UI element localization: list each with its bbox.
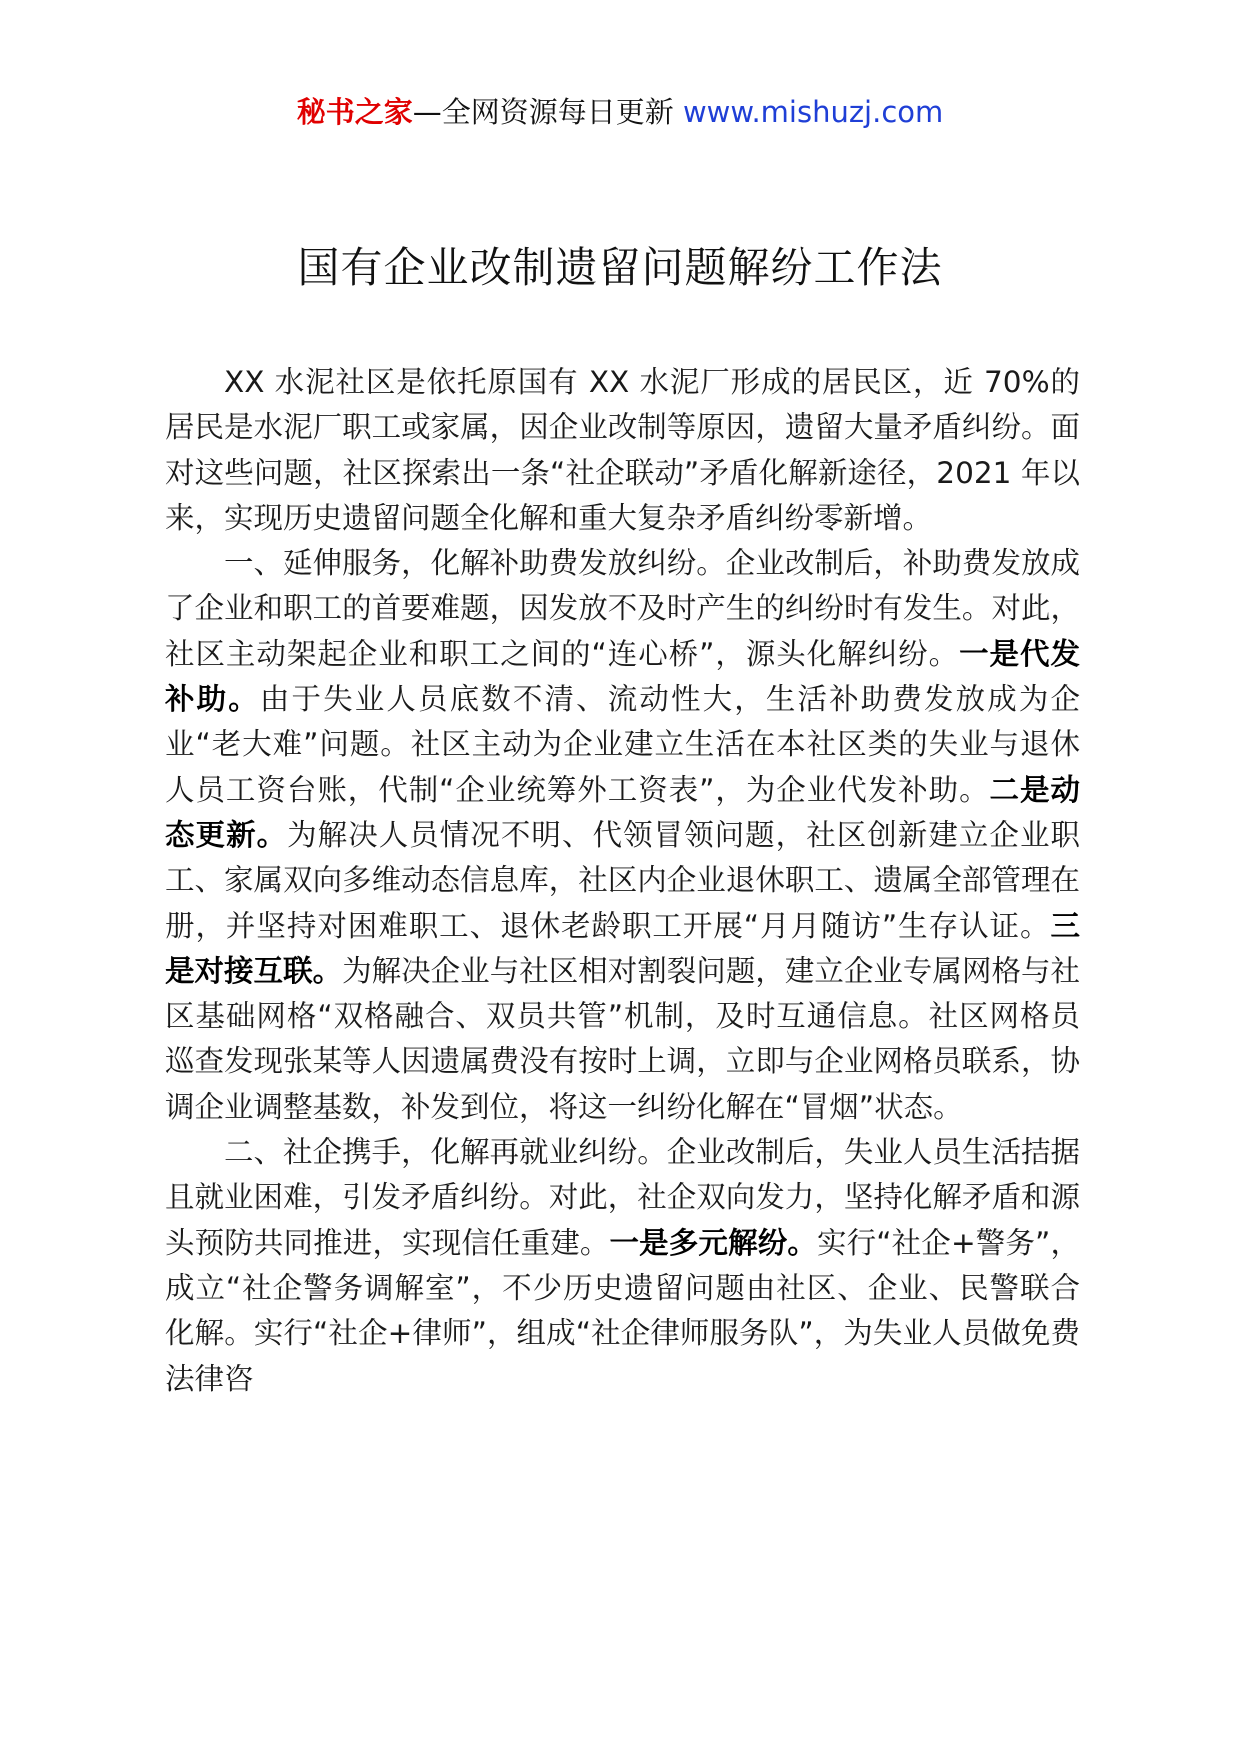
section-one-point-3-text: 为解决企业与社区相对割裂问题，建立企业专属网格与社区基础网格“双格融合、双员共管”机制，及时互通信息。社区网格员巡查发现张某等人因遗属费没有按时上调，立即与企业网格员联系，协调企业调整基数，补发到位，将这一纠纷化解在“冒烟”状态。 [165,953,1080,1124]
section-one-lead: 一、延伸服务，化解补助费发放纠纷。企业改制后，补助费发放成了企业和职工的首要难题，因发放不及时产生的纠纷时有发生。对此，社区主动架起企业和职工之间的“连心桥”，源头化解纠纷。 [165,546,1080,671]
section-two-point-1-heading: 一是多元解纷。 [609,1225,817,1260]
document-title: 国有企业改制遗留问题解纷工作法 [297,243,943,292]
site-header [0,92,1240,132]
section-one-point-2-heading: 二是动态更新。 [165,772,1080,852]
section-one-point-2-text: 为解决人员情况不明、代领冒领问题，社区创新建立企业职工、家属双向多维动态信息库，社区内企业退休职工、遗属全部管理在册，并坚持对困难职工、退休老龄职工开展“月月随访”生存认证。 [165,817,1080,943]
header-slogan: —全网资源每日更新 [412,95,674,129]
site-url[interactable]: www.mishuzj.com [682,95,944,129]
brand-name: 秘书之家 [296,95,413,129]
section-one-point-3-heading: 三是对接互联。 [165,908,1080,988]
paragraph-section-one [165,541,1080,1130]
section-two-point-1-text: 实行“社企+警务”，成立“社企警务调解室”，不少历史遗留问题由社区、企业、民警联合化解。实行“社企+律师”，组成“社企律师服务队”，为失业人员做免费法律咨 [165,1225,1080,1396]
section-two-lead: 二、社企携手，化解再就业纠纷。企业改制后，失业人员生活拮据且就业困难，引发矛盾纠纷。对此，社企双向发力，坚持化解矛盾和源头预防共同推进，实现信任重建。 [165,1135,1080,1260]
document-body [165,360,1080,1402]
paragraph-intro: XX 水泥社区是依托原国有 XX 水泥厂形成的居民区，近 70%的居民是水泥厂职工或家属，因企业改制等原因，遗留大量矛盾纠纷。面对这些问题，社区探索出一条“社企联动”矛盾化解新途径，2021 年以来，实现历史遗留问题全化解和重大复杂矛盾纠纷零新增。 [165,365,1080,535]
section-one-point-1-heading: 一是代发补助。 [165,636,1080,717]
paragraph-section-two [165,1130,1080,1402]
section-one-point-1-text: 由于失业人员底数不清、流动性大，生活补助费发放成为企业“老大难”问题。社区主动为企业建立生活在本社区类的失业与退休人员工资台账，代制“企业统筹外工资表”，为企业代发补助。 [165,682,1080,807]
